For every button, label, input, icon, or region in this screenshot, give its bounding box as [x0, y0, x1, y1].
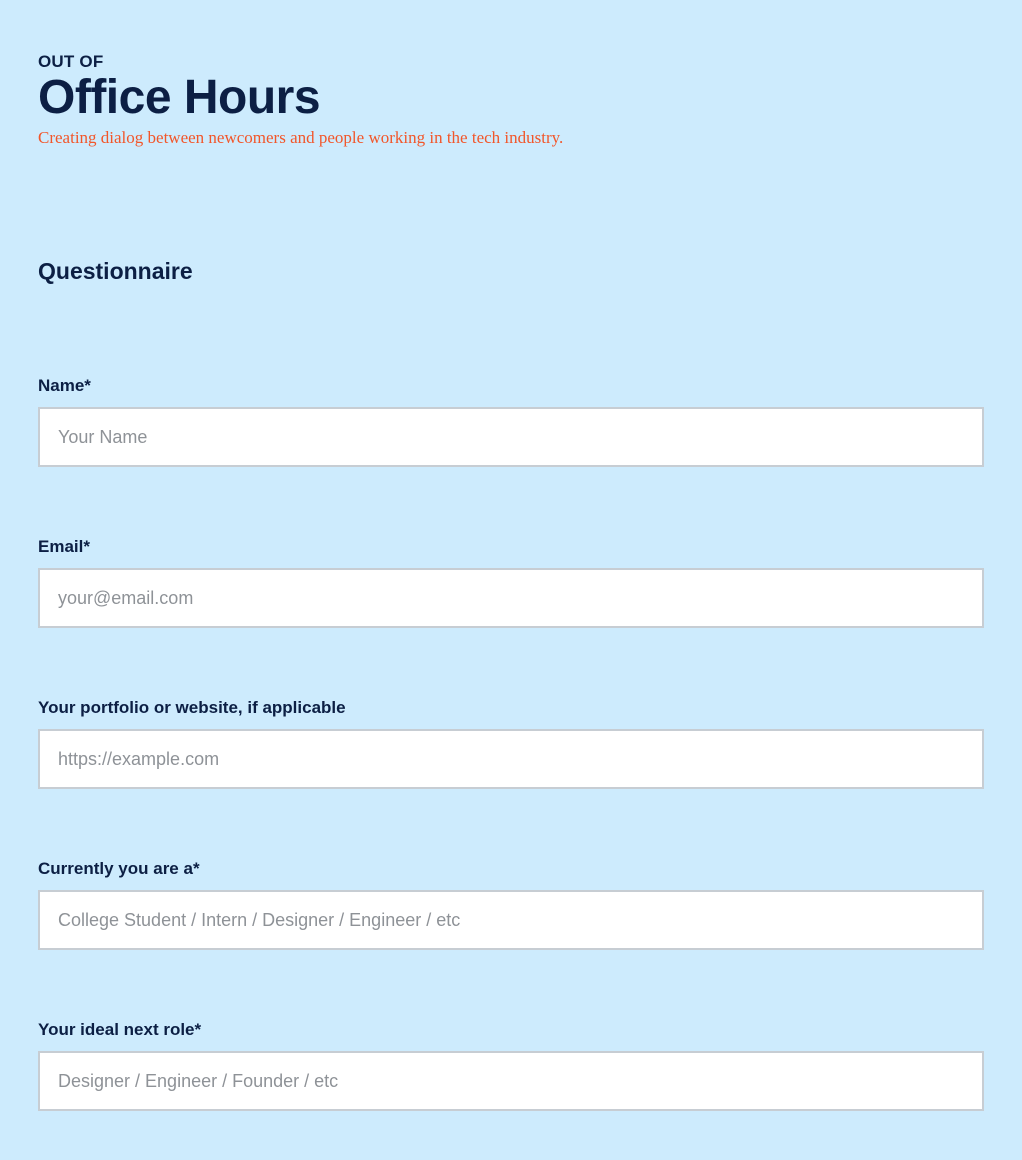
next-role-label: Your ideal next role* [38, 1020, 202, 1039]
site-header [38, 52, 563, 148]
email-input[interactable] [38, 568, 984, 628]
email-label: Email* [38, 537, 90, 556]
portfolio-input[interactable] [38, 729, 984, 789]
current-role-label: Currently you are a* [38, 859, 200, 878]
name-field-group [38, 376, 984, 467]
section-heading: Questionnaire [38, 258, 193, 284]
next-role-input[interactable] [38, 1051, 984, 1111]
name-label: Name* [38, 376, 91, 395]
name-input[interactable] [38, 407, 984, 467]
email-field-group [38, 537, 984, 628]
current-role-input[interactable] [38, 890, 984, 950]
brand-kicker: OUT OF [38, 52, 104, 71]
portfolio-field-group [38, 698, 984, 789]
current-role-field-group [38, 859, 984, 950]
brand-tagline: Creating dialog between newcomers and people working in the tech industry. [38, 128, 564, 147]
brand-title: Office Hours [38, 71, 321, 124]
next-role-field-group [38, 1020, 984, 1111]
portfolio-label: Your portfolio or website, if applicable [38, 698, 346, 717]
